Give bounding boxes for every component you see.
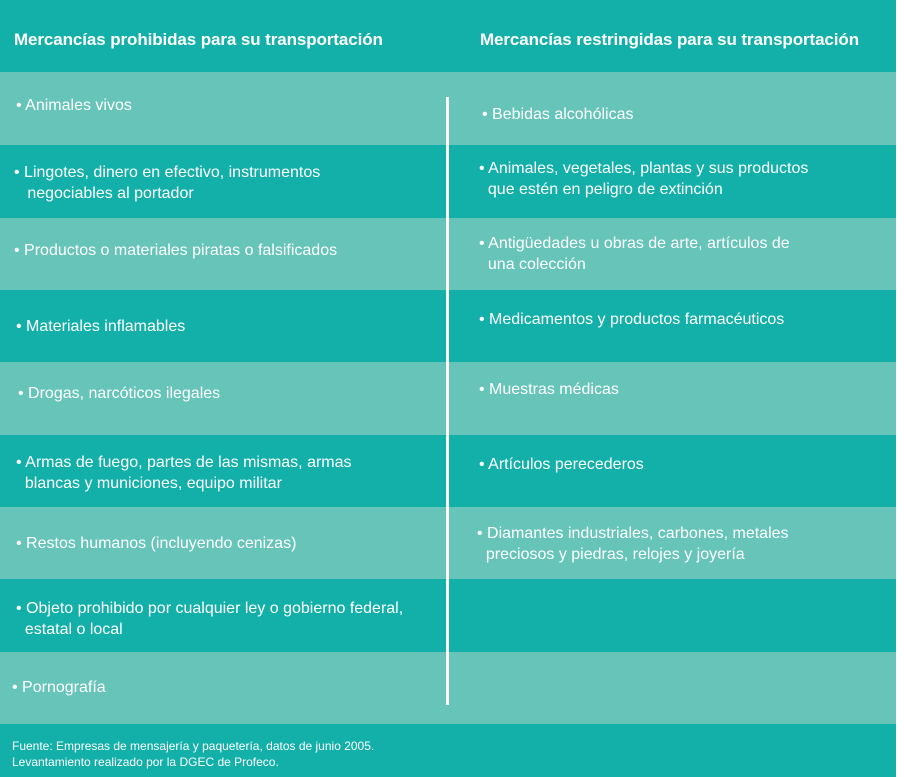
column-divider — [446, 97, 449, 705]
restricted-item: • Diamantes industriales, carbones, metales preciosos y piedras, relojes y joyería — [477, 525, 789, 563]
table-header — [0, 0, 896, 72]
prohibited-item: • Objeto prohibido por cualquier ley o gobierno federal, estatal o local — [16, 600, 404, 638]
prohibited-item: • Restos humanos (incluyendo cenizas) — [16, 535, 297, 552]
restricted-item: • Bebidas alcohólicas — [482, 106, 634, 123]
prohibited-item: • Armas de fuego, partes de las mismas, armas blancas y municiones, equipo militar — [16, 454, 352, 492]
prohibited-item: • Productos o materiales piratas o falsificados — [14, 242, 338, 259]
restricted-item: • Animales, vegetales, plantas y sus productos que estén en peligro de extinción — [479, 160, 809, 198]
restricted-column-title: Mercancías restringidas para su transportación — [480, 30, 859, 49]
restricted-item: • Medicamentos y productos farmacéuticos — [479, 311, 785, 328]
restricted-item: • Artículos perecederos — [479, 456, 644, 473]
prohibited-item: • Animales vivos — [16, 97, 132, 114]
prohibited-item: • Lingotes, dinero en efectivo, instrumentos negociables al portador — [14, 164, 321, 202]
prohibited-item: • Pornografía — [12, 679, 106, 696]
restricted-item: • Antigüedades u obras de arte, artículos de una colección — [479, 235, 790, 273]
prohibited-column-title: Mercancías prohibidas para su transportación — [14, 30, 383, 49]
prohibited-item: • Materiales inflamables — [16, 318, 186, 335]
source-note: Fuente: Empresas de mensajería y paquetería, datos de junio 2005. Levantamiento realizado por la DGEC de Profeco. — [12, 739, 375, 769]
table-footer — [0, 724, 896, 777]
prohibited-item: • Drogas, narcóticos ilegales — [18, 385, 221, 402]
restricted-item: • Muestras médicas — [479, 381, 619, 398]
